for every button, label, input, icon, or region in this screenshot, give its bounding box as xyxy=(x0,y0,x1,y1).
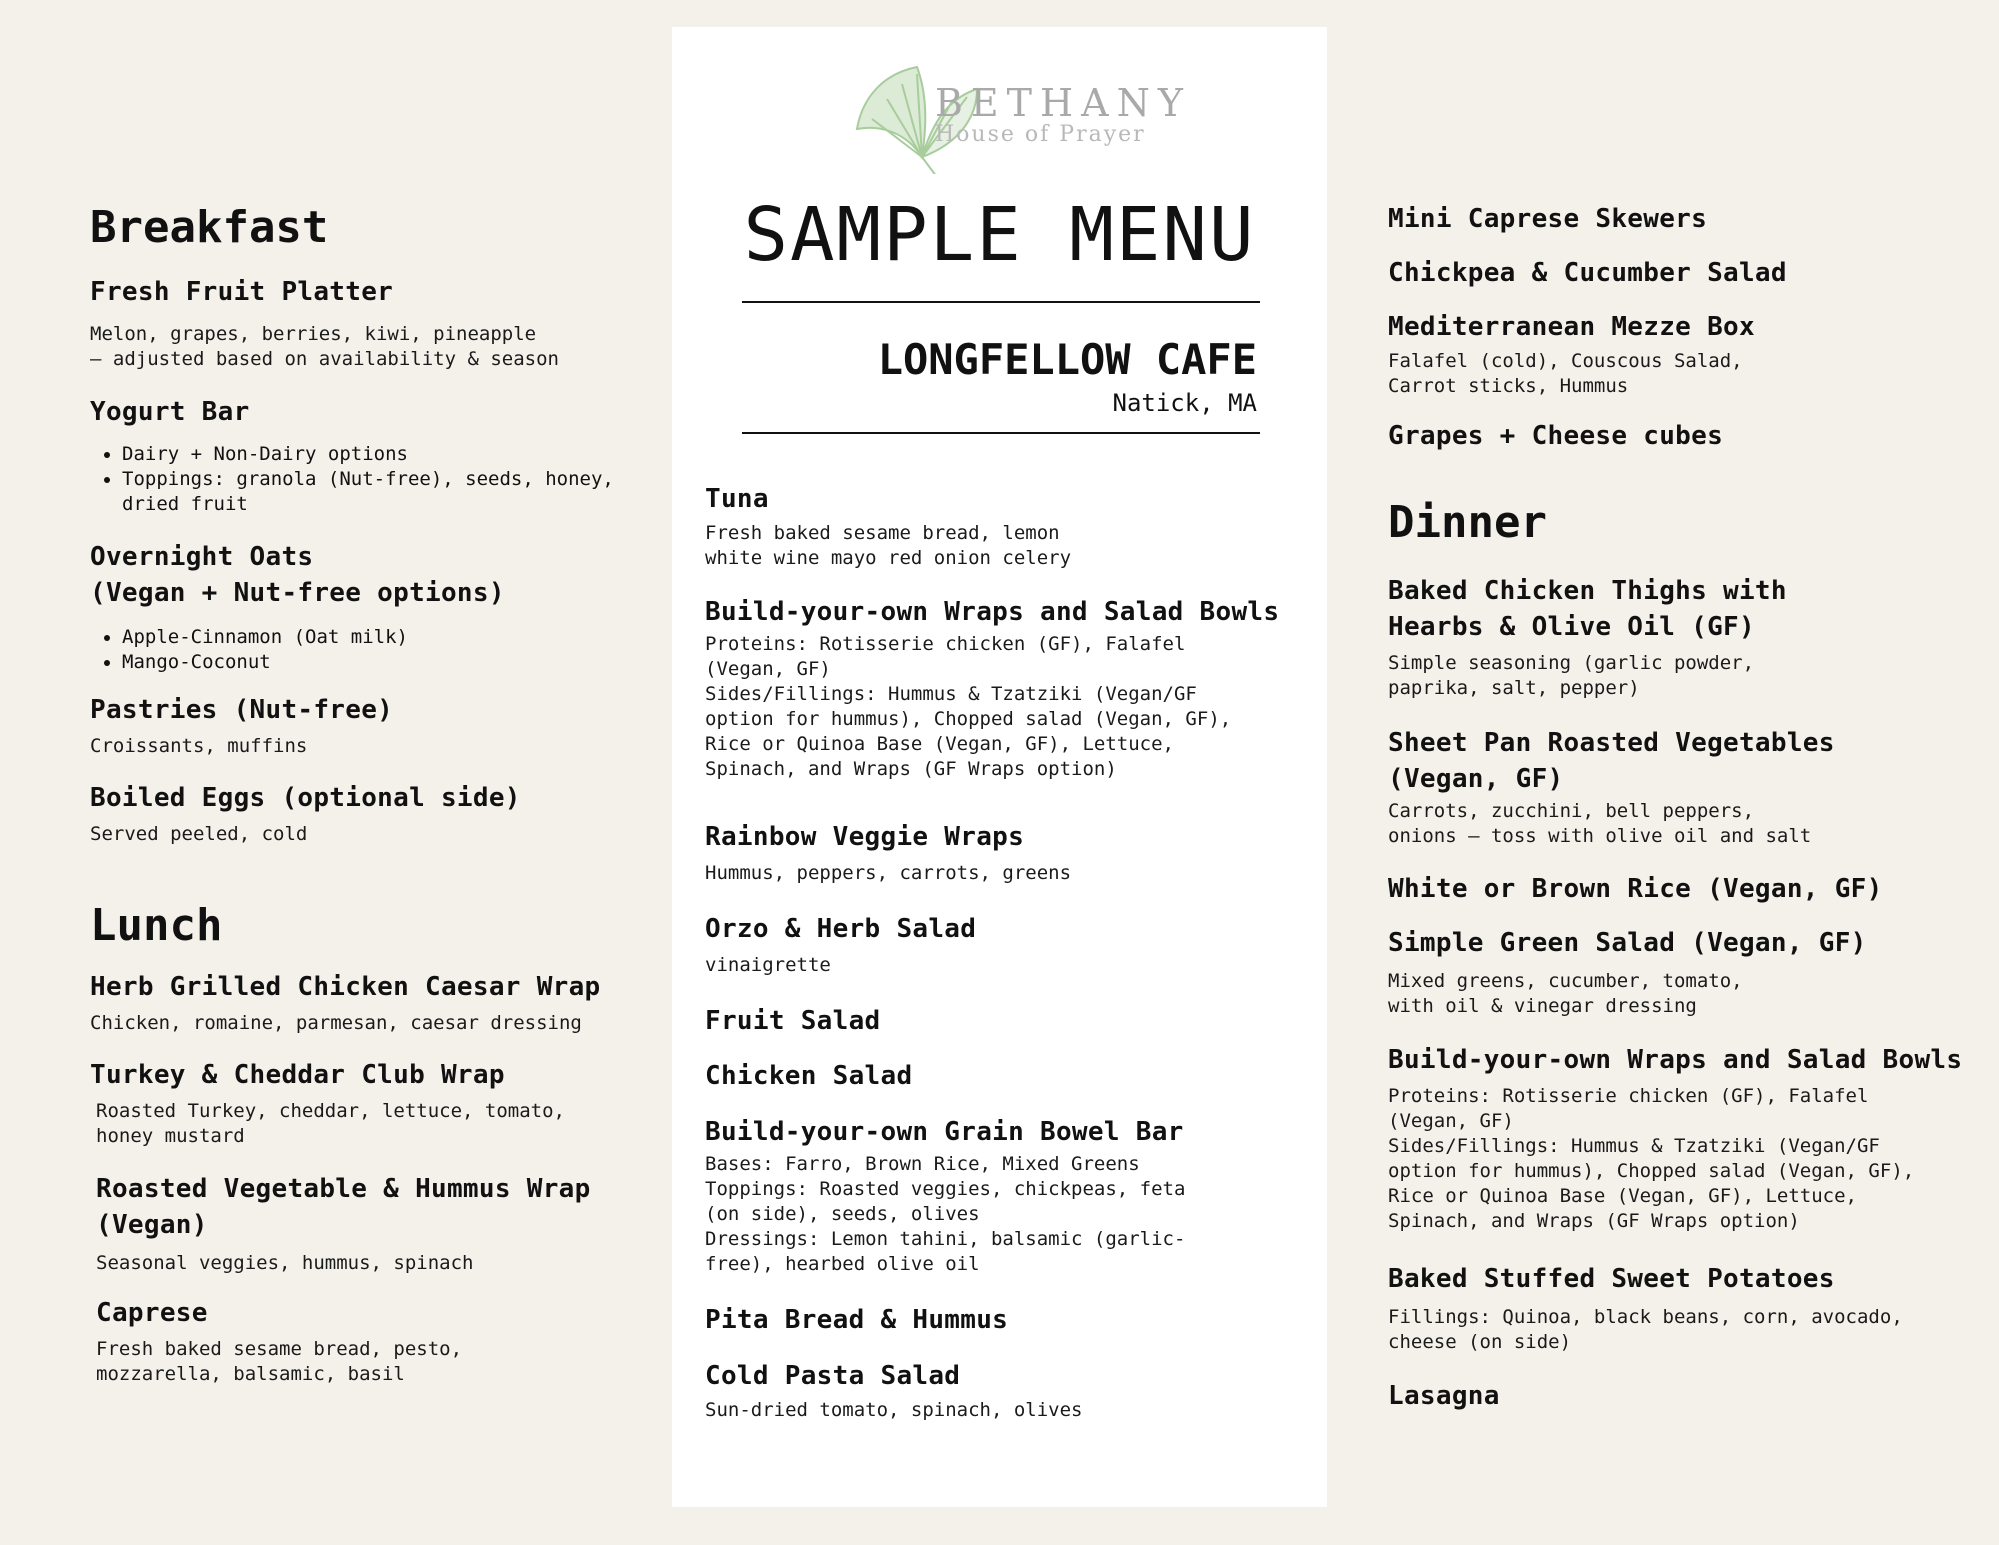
item-name: Build-your-own Grain Bowel Bar xyxy=(705,1117,1184,1147)
menu-item xyxy=(90,274,650,372)
item-name: Baked Stuffed Sweet Potatoes xyxy=(1388,1264,1835,1294)
logo-tagline: House of Prayer xyxy=(935,122,1146,147)
item-name: Orzo & Herb Salad xyxy=(705,914,977,944)
item-description: Bases: Farro, Brown Rice, Mixed Greens Toppings: Roasted veggies, chickpeas, feta (on side), seeds, olives Dressings: Lemon tahini, balsamic (garlic- free), hearbed olive oil xyxy=(705,1153,1186,1275)
menu-item xyxy=(705,1302,1305,1338)
item-name: Chickpea & Cucumber Salad xyxy=(1388,258,1787,288)
menu-item xyxy=(705,1358,1305,1423)
menu-item xyxy=(1388,1261,1988,1355)
menu-item xyxy=(705,819,1305,886)
menu-item xyxy=(90,969,650,1036)
item-name: Mini Caprese Skewers xyxy=(1388,204,1708,234)
item-name: Cold Pasta Salad xyxy=(705,1361,961,1391)
item-name: Pita Bread & Hummus xyxy=(705,1305,1009,1335)
menu-item xyxy=(90,780,650,847)
menu-item xyxy=(96,1295,656,1387)
menu-item xyxy=(1388,1042,1988,1234)
menu-item xyxy=(705,481,1305,571)
item-name: Chicken Salad xyxy=(705,1061,913,1091)
menu-item xyxy=(96,1171,656,1276)
menu-item xyxy=(705,1114,1305,1277)
item-name: Overnight Oats (Vegan + Nut-free options) xyxy=(90,542,505,608)
cafe-location: Natick, MA xyxy=(1112,389,1257,417)
item-description: Hummus, peppers, carrots, greens xyxy=(705,862,1072,884)
menu-item xyxy=(705,1003,1305,1039)
item-name: Grapes + Cheese cubes xyxy=(1388,421,1724,451)
item-name: White or Brown Rice (Vegan, GF) xyxy=(1388,874,1883,904)
item-description: Simple seasoning (garlic powder, paprika, salt, pepper) xyxy=(1388,652,1755,699)
item-description: Fillings: Quinoa, black beans, corn, avocado, cheese (on side) xyxy=(1388,1306,1903,1353)
cafe-name: LONGFELLOW CAFE xyxy=(877,335,1257,384)
menu-item xyxy=(1388,871,1988,907)
item-description: Served peeled, cold xyxy=(90,823,308,845)
item-name: Build-your-own Wraps and Salad Bowls xyxy=(705,597,1280,627)
item-description: Fresh baked sesame bread, lemon white wine mayo red onion celery xyxy=(705,522,1072,569)
item-description: Proteins: Rotisserie chicken (GF), Falafel (Vegan, GF) Sides/Fillings: Hummus & Tzatziki (Vegan/GF option for hummus), Chopped salad (Vegan, GF), Rice or Quinoa Base (Vegan, GF), Lettuce, Spinach, and Wraps (GF Wraps option) xyxy=(705,633,1232,780)
list-item: • Toppings: granola (Nut-free), seeds, honey, dried fruit xyxy=(122,467,650,517)
item-description: Melon, grapes, berries, kiwi, pineapple – adjusted based on availability & season xyxy=(90,323,559,370)
item-description: Seasonal veggies, hummus, spinach xyxy=(96,1252,474,1274)
item-name: Tuna xyxy=(705,484,769,514)
menu-item xyxy=(1388,418,1988,454)
menu-item xyxy=(1388,925,1988,1019)
item-name: Rainbow Veggie Wraps xyxy=(705,822,1025,852)
item-options-list xyxy=(90,625,650,675)
item-description: Roasted Turkey, cheddar, lettuce, tomato, honey mustard xyxy=(96,1100,565,1147)
item-description: Croissants, muffins xyxy=(90,735,308,757)
menu-item xyxy=(1388,725,1988,849)
item-name: Fruit Salad xyxy=(705,1006,881,1036)
divider xyxy=(742,432,1260,434)
menu-item xyxy=(705,1058,1305,1094)
menu-item xyxy=(90,1057,650,1149)
item-description: Proteins: Rotisserie chicken (GF), Falafel (Vegan, GF) Sides/Fillings: Hummus & Tzatziki (Vegan/GF option for hummus), Chopped salad (Vegan, GF), Rice or Quinoa Base (Vegan, GF), Lettuce, Spinach, and Wraps (GF Wraps option) xyxy=(1388,1085,1915,1232)
item-name: Caprese xyxy=(96,1298,208,1328)
item-name: Sheet Pan Roasted Vegetables (Vegan, GF) xyxy=(1388,728,1835,794)
item-name: Fresh Fruit Platter xyxy=(90,277,394,307)
list-item: • Dairy + Non-Dairy options xyxy=(122,442,650,467)
menu-item xyxy=(90,539,650,675)
menu-item xyxy=(1388,255,1988,291)
item-name: Simple Green Salad (Vegan, GF) xyxy=(1388,928,1867,958)
menu-item xyxy=(1388,309,1988,399)
divider xyxy=(742,301,1260,303)
item-name: Boiled Eggs (optional side) xyxy=(90,783,521,813)
item-description: vinaigrette xyxy=(705,954,831,976)
item-name: Baked Chicken Thighs with Hearbs & Olive Oil (GF) xyxy=(1388,576,1787,642)
center-menu-card xyxy=(672,27,1327,1507)
menu-item xyxy=(705,911,1305,978)
logo-wordmark: BETHANY xyxy=(935,81,1191,125)
item-name: Build-your-own Wraps and Salad Bowls xyxy=(1388,1045,1963,1075)
dinner-heading: Dinner xyxy=(1388,497,1547,548)
menu-item xyxy=(1388,573,1988,701)
item-description: Chicken, romaine, parmesan, caesar dressing xyxy=(90,1012,582,1034)
item-description: Mixed greens, cucumber, tomato, with oil & vinegar dressing xyxy=(1388,970,1743,1017)
item-name: Roasted Vegetable & Hummus Wrap (Vegan) xyxy=(96,1174,591,1240)
item-name: Pastries (Nut-free) xyxy=(90,695,394,725)
item-name: Mediterranean Mezze Box xyxy=(1388,312,1755,342)
item-name: Herb Grilled Chicken Caesar Wrap xyxy=(90,972,601,1002)
menu-item xyxy=(90,692,650,759)
menu-item xyxy=(705,594,1305,782)
menu-item xyxy=(90,394,650,517)
item-name: Lasagna xyxy=(1388,1381,1500,1411)
item-description: Carrots, zucchini, bell peppers, onions – toss with olive oil and salt xyxy=(1388,800,1812,847)
menu-item xyxy=(1388,201,1988,237)
list-item: • Apple-Cinnamon (Oat milk) xyxy=(122,625,650,650)
item-options-list xyxy=(90,442,650,517)
menu-item xyxy=(1388,1378,1988,1414)
item-description: Falafel (cold), Couscous Salad, Carrot sticks, Hummus xyxy=(1388,350,1743,397)
page-title: SAMPLE MENU xyxy=(743,192,1256,278)
list-item: • Mango-Coconut xyxy=(122,650,650,675)
item-description: Sun-dried tomato, spinach, olives xyxy=(705,1399,1083,1421)
breakfast-heading: Breakfast xyxy=(90,202,329,253)
lunch-heading: Lunch xyxy=(90,900,223,951)
item-name: Yogurt Bar xyxy=(90,397,250,427)
item-description: Fresh baked sesame bread, pesto, mozzarella, balsamic, basil xyxy=(96,1338,463,1385)
item-name: Turkey & Cheddar Club Wrap xyxy=(90,1060,505,1090)
